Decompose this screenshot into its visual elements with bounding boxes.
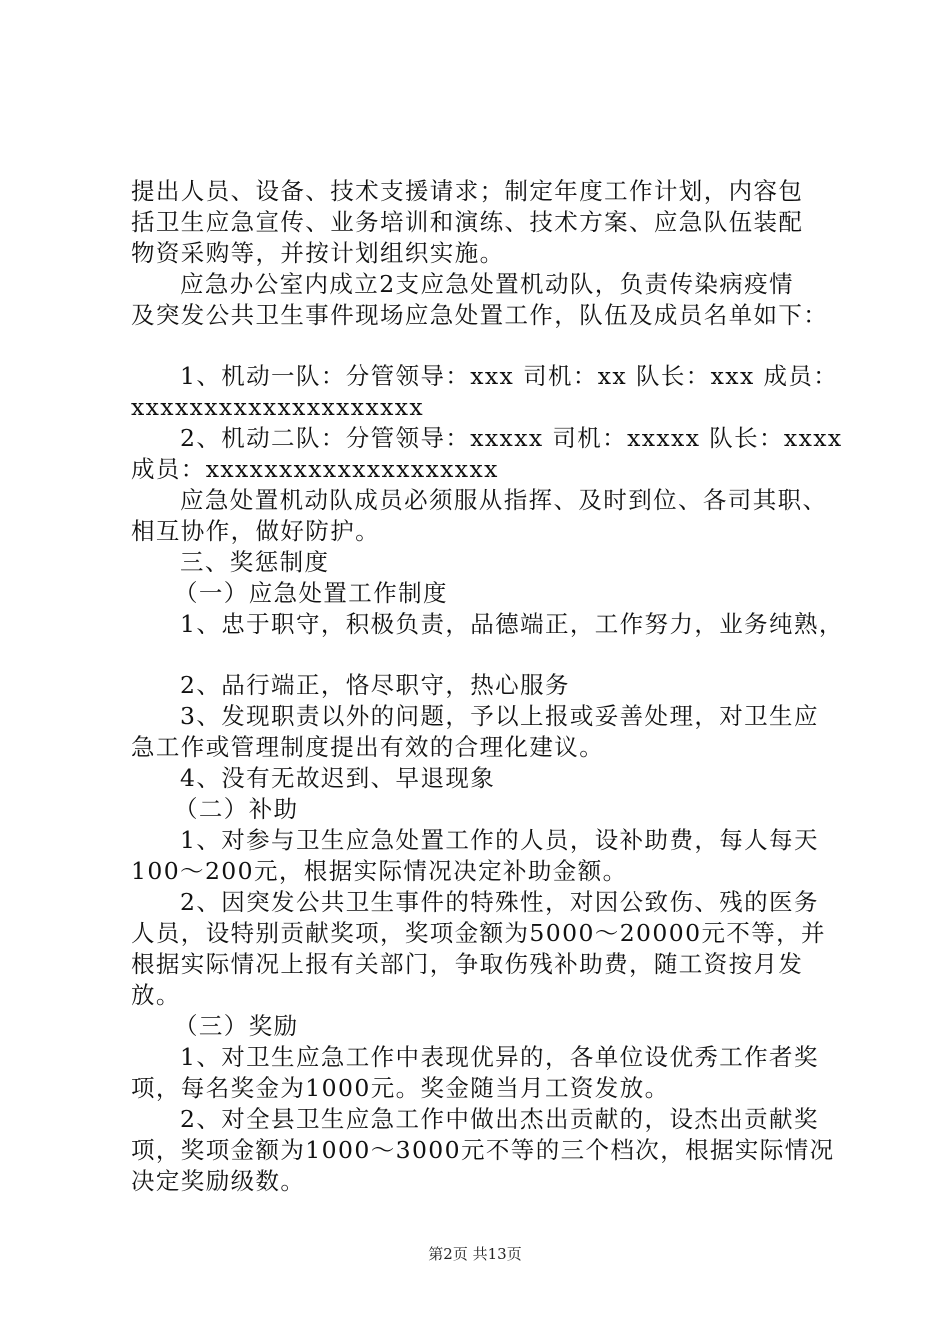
subsection-heading: （二）补助 [174, 795, 299, 823]
list-item-continued: 人员，设特别贡献奖项，奖项金额为5000～20000元不等，并 [131, 919, 826, 947]
list-item-continued: 决定奖励级数。 [131, 1167, 306, 1195]
list-item-continued: 项，奖项金额为1000～3000元不等的三个档次，根据实际情况 [131, 1136, 835, 1164]
paragraph-line: 应急办公室内成立2支应急处置机动队，负责传染病疫情 [180, 270, 794, 298]
list-item: 1、忠于职守，积极负责，品德端正，工作努力，业务纯熟， [180, 610, 844, 638]
paragraph-line: 及突发公共卫生事件现场应急处置工作，队伍及成员名单如下： [131, 301, 829, 329]
subsection-heading: （一）应急处置工作制度 [174, 579, 448, 607]
list-item: 4、没有无故迟到、早退现象 [180, 764, 496, 792]
list-item-continued: 项，每名奖金为1000元。奖金随当月工资发放。 [131, 1074, 670, 1102]
subsection-heading: （三）奖励 [174, 1012, 299, 1040]
list-item: 2、对全县卫生应急工作中做出杰出贡献的，设杰出贡献奖 [180, 1105, 819, 1133]
list-item: 2、品行端正，恪尽职守，热心服务 [180, 671, 570, 699]
section-heading: 三、奖惩制度 [180, 548, 330, 576]
paragraph-line: 提出人员、设备、技术支援请求；制定年度工作计划，内容包 [131, 177, 804, 205]
paragraph-line: 括卫生应急宣传、业务培训和演练、技术方案、应急队伍装配 [131, 208, 804, 236]
team-one-line: 1、机动一队：分管领导：xxx 司机：xx 队长：xxx 成员： [180, 362, 839, 390]
list-item-continued: 根据实际情况上报有关部门，争取伤残补助费，随工资按月发 [131, 950, 804, 978]
team-one-members: xxxxxxxxxxxxxxxxxxxx [131, 393, 425, 421]
paragraph-line: 物资采购等，并按计划组织实施。 [131, 239, 505, 267]
team-two-line: 2、机动二队：分管领导：xxxxx 司机：xxxxx 队长：xxxx [180, 424, 843, 452]
paragraph-line: 相互协作，做好防护。 [131, 517, 380, 545]
paragraph-line: 应急处置机动队成员必须服从指挥、及时到位、各司其职、 [180, 486, 828, 514]
page-number-footer: 第2页 共13页 [428, 1245, 522, 1263]
list-item: 1、对卫生应急工作中表现优异的，各单位设优秀工作者奖 [180, 1043, 819, 1071]
list-item-continued: 急工作或管理制度提出有效的合理化建议。 [131, 733, 605, 761]
list-item-continued: 100～200元，根据实际情况决定补助金额。 [131, 857, 628, 885]
list-item: 2、因突发公共卫生事件的特殊性，对因公致伤、残的医务 [180, 888, 819, 916]
list-item: 1、对参与卫生应急处置工作的人员，设补助费，每人每天 [180, 826, 819, 854]
list-item: 3、发现职责以外的问题，予以上报或妥善处理，对卫生应 [180, 702, 819, 730]
team-two-members: 成员：xxxxxxxxxxxxxxxxxxxx [131, 455, 499, 483]
list-item-continued: 放。 [131, 981, 181, 1009]
